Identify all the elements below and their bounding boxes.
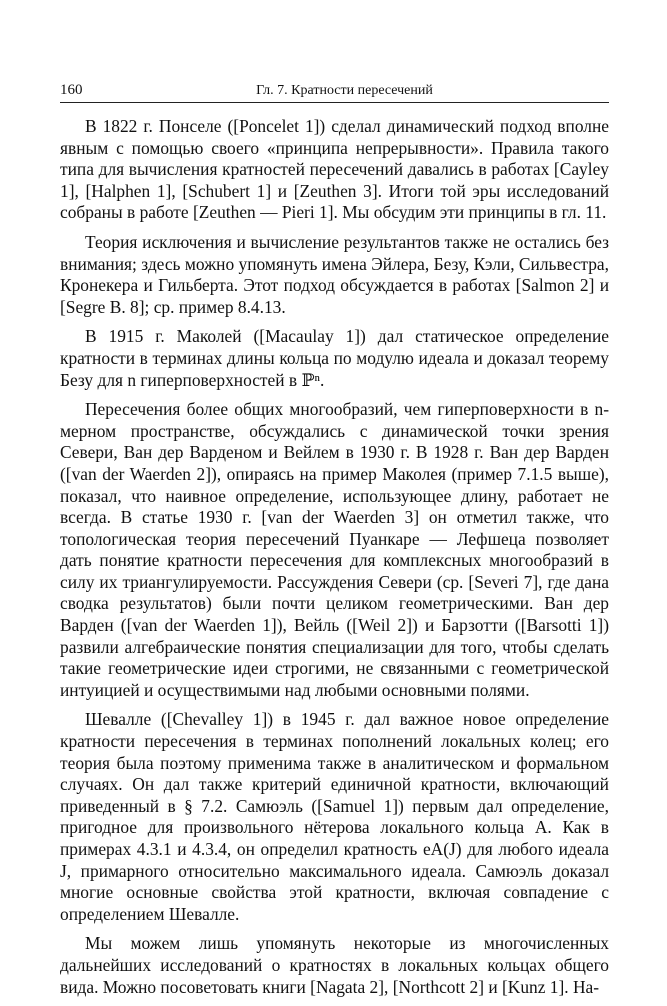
paragraph: Мы можем лишь упомянуть некоторые из многочисленных дальнейших исследований о кратностях в локальных кольцах общего вида. Можно посоветовать книги [Nagata 2], [Northcott 2] и [Kunz 1]. На- bbox=[60, 933, 609, 997]
running-title: Гл. 7. Кратности пересечений bbox=[256, 83, 433, 98]
page-body bbox=[60, 116, 609, 1006]
paragraph: В 1915 г. Маколей ([Macaulay 1]) дал статическое определение кратности в терминах длины кольца по модулю идеала и доказал теорему Безу для n гиперповерхностей в ℙⁿ. bbox=[60, 326, 609, 390]
paragraph: В 1822 г. Понселе ([Poncelet 1]) сделал динамический подход вполне явным с помощью своего «принципа непрерывности». Правила такого типа для вычисления кратностей пересечений давались в работах [Cayley 1], [Halphen 1], [Schubert 1] и [Zeuthen 3]. Итоги той эры исследований собраны в работе [Zeuthen — Pieri 1]. Мы обсудим эти принципы в гл. 11. bbox=[60, 116, 609, 223]
paragraph: Теория исключения и вычисление результантов также не остались без внимания; здесь можно упомянуть имена Эйлера, Безу, Кэли, Сильвестра, Кронекера и Гильберта. Этот подход обсуждается в работах [Salmon 2] и [Segre B. 8]; ср. пример 8.4.13. bbox=[60, 231, 609, 317]
paragraph: Шевалле ([Chevalley 1]) в 1945 г. дал важное новое определение кратности пересечения в терминах пополнений локальных колец; его теория была поэтому применима также в аналитическом и формальном случаях. Он дал также критерий единичной кратности, включающий приведенный в § 7.2. Самюэль ([Samuel 1]) первым дал определение, пригодное для произвольного нётерова локального кольца A. Как в примерах 4.3.1 и 4.3.4, он определил кратность eA(J) для любого идеала J, примарного относительно максимального идеала. Самюэль доказал многие основные свойства этой кратности, включая совпадение с определением Шевалле. bbox=[60, 709, 609, 924]
page-number: 160 bbox=[60, 82, 83, 98]
paragraph: Пересечения более общих многообразий, чем гиперповерхности в n-мерном пространстве, обсуждались с динамической точки зрения Севери, Ван дер Варденом и Вейлем в 1930 г. В 1928 г. Ван дер Варден ([van der Waerden 2]), опираясь на пример Маколея (пример 7.1.5 выше), показал, что наивное определение, использующее длину, работает не всегда. В статье 1930 г. [van der Waerden 3] он отметил также, что топологическая теория пересечений Пуанкаре — Лефшеца позволяет дать понятие кратности пересечения для комплексных многообразий в силу их триангулируемости. Рассуждения Севери (ср. [Severi 7], где дана сводка результатов) были почти целиком геометрическими. Ван дер Варден ([van der Waerden 1]), Вейль ([Weil 2]) и Барзотти ([Barsotti 1]) развили алгебраические понятия специализации для того, чтобы сделать такие геометрические идеи строгими, не связанными с геометрической интуицией и осуществимыми над любыми основными полями. bbox=[60, 399, 609, 700]
page-header bbox=[60, 80, 609, 103]
